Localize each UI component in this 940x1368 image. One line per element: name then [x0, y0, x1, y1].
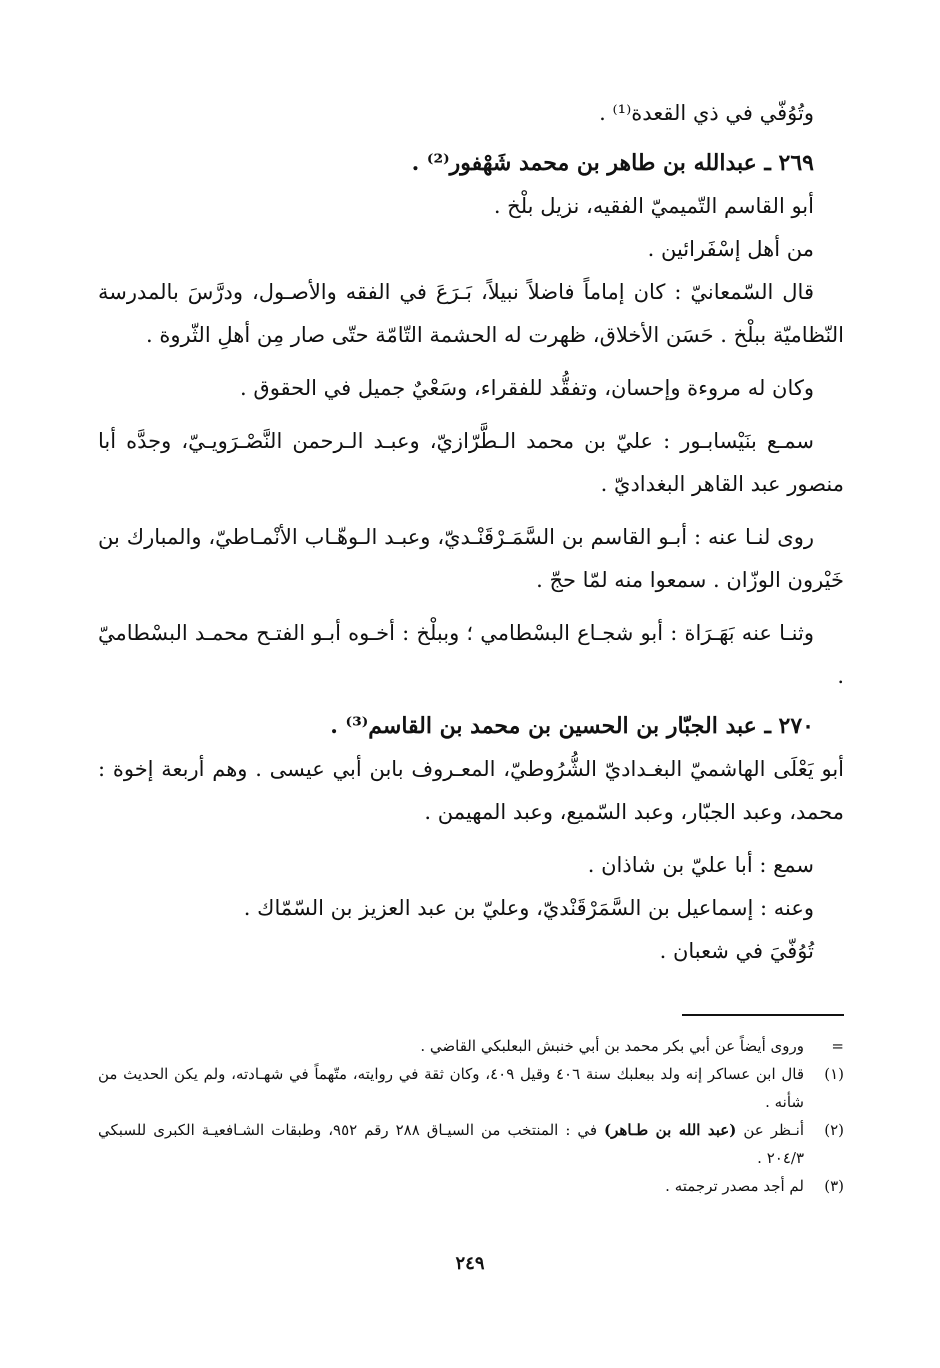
text-line: أبو القاسم التّميميّ الفقيه، نزيل بلْخ .	[493, 194, 814, 218]
footnote-text-suffix: في : المنتخب من السيـاق ٢٨٨ رقم ٩٥٢، وطبقات الشـافعيـة الكبرى للسبكي ٢٠٤/٣ .	[98, 1121, 804, 1167]
text-line: سمع : أبا عليّ بن شاذان .	[587, 853, 814, 877]
footnote-mark: =	[831, 1037, 844, 1055]
paragraph: سمـع بنَيْسابـور : عليّ بن محمد الـطَّرّازيّ، وعبـد الـرحمن النَّصْـرَويـيّ، وجدَّه أبا منصور عبد القاهر البغداديّ .	[98, 429, 844, 496]
footnote	[98, 1060, 844, 1116]
footnote-text-prefix: أنـظر عن	[736, 1121, 805, 1139]
entry-269-intro	[98, 185, 844, 271]
footnote-separator	[682, 1014, 844, 1016]
footnote	[98, 1172, 844, 1200]
entry-heading-269: ٢٦٩ ـ عبدالله بن طاهر بن محمد شَهْفور⁽²⁾ .	[411, 150, 814, 176]
footnote-text: قال ابن عساكر إنه ولد ببعلبك سنة ٤٠٦ وقيل ٤٠٩، وكان ثقة في روايته، متّهماً في شهـادته، ولم يكن الحديث من شأنه .	[98, 1065, 804, 1111]
footnote-text: لم أجد مصدر ترجمته .	[665, 1177, 804, 1195]
paragraph: قال السّمعانيّ : كان إماماً فاضلاً نبيلاً، بَـرَعَ في الفقه والأصـول، ودرَّسَ بالمدرسة النّظاميّة ببلْخ . حَسَن الأخلاق، ظهرت له الحشمة التّامّة حتّى صار مِن أهلِ الثّروة .	[98, 280, 844, 347]
entry-270-details	[98, 844, 844, 973]
paragraph: أبو يَعْلَى الهاشميّ البغـداديّ الشُّرُوطيّ، المعـروف بابن أبي عيسى . وهم أربعة إخوة : محمد، وعبد الجبّار، وعبد السّميع، وعبد المهيمن .	[98, 757, 844, 824]
entry-heading-270: ٢٧٠ ـ عبد الجبّار بن الحسين بن محمد بن القاسم⁽³⁾ .	[330, 713, 814, 739]
footnote-mark: (٢)	[824, 1121, 844, 1139]
main-text	[98, 92, 844, 973]
footnote-mark: (١)	[824, 1065, 844, 1083]
footnotes	[98, 1032, 844, 1200]
footnote	[98, 1032, 844, 1060]
text-line: تُوُفّيَ في شعبان .	[659, 939, 814, 963]
text-line: وعنه : إسماعيل بن السَّمَرْقَنْديّ، وعليّ بن عبد العزيز بن السّمّاك .	[243, 896, 814, 920]
paragraph: وثنـا عنه بَهَـرَاة : أبو شجـاع البسْطامي ؛ وببلْخ : أخـوه أبـو الفتـح محمـد البسْطاميّ .	[98, 621, 844, 688]
page-number: ٢٤٩	[455, 1253, 485, 1274]
paragraph: وكان له مروءة وإحسان، وتفقُّد للفقراء، وسَعْيٌ جميل في الحقوق .	[240, 376, 814, 400]
footnote-text: وروى أيضاً عن أبي بكر محمد بن أبي خنبش البعلبكي القاضي .	[420, 1037, 804, 1055]
text-line: وتُوُفّي في ذي القعدة⁽¹⁾ .	[599, 101, 814, 125]
footnote-text-bold: (عبد الله بن طـاهر)	[604, 1121, 737, 1139]
footnote	[98, 1116, 844, 1172]
footnote-mark: (٣)	[824, 1177, 844, 1195]
text-line: من أهل إسْفَرائين .	[647, 237, 814, 261]
paragraph: روى لنـا عنه : أبـو القاسم بن السَّمَـرْقَنْـديّ، وعبـد الـوهّـاب الأنْمـاطيّ، والمبارك بن خَيْرون الوزّان . سمعوا منه لمّا حجّ .	[98, 525, 844, 592]
footnote-text	[98, 1116, 804, 1172]
